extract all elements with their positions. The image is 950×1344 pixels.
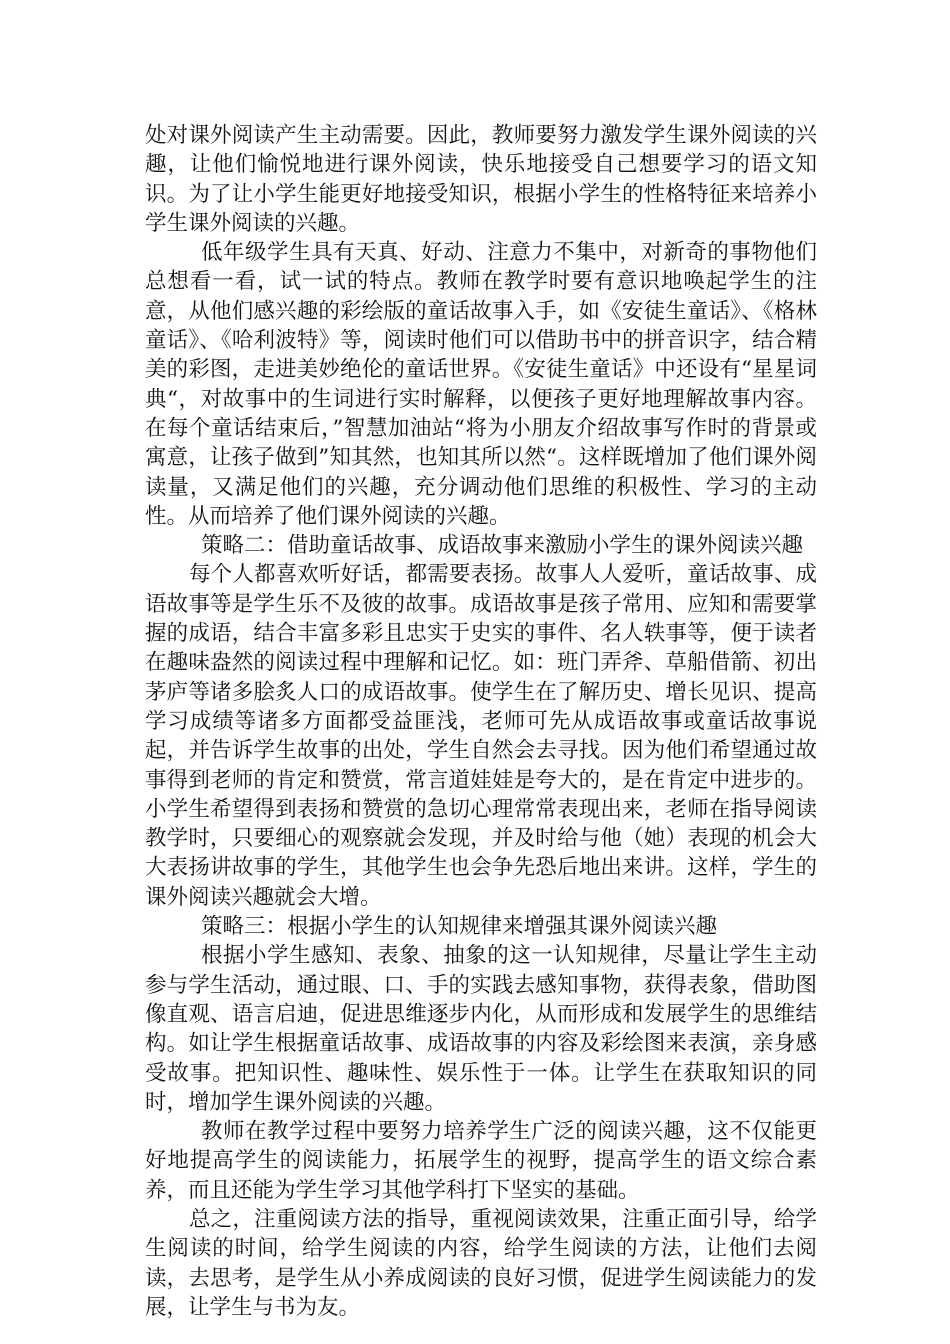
paragraph-story-praise: 每个人都喜欢听好话，都需要表扬。故事人人爱听，童话故事、成语故事等是学生乐不及彼的故事。成语故事是孩子常用、应知和需要掌握的成语，结合丰富多彩且忠实于史实的事件、名人轶事等，便于读者在趣味盎然的阅读过程中理解和记忆。如：班门弄斧、草船借箭、初出茅庐等诸多脍炙人口的成语故事。使学生在了解历史、增长见识、提高学习成绩等诸多方面都受益匪浅，老师可先从成语故事或童话故事说起，并告诉学生故事的出处，学生自然会去寻找。因为他们希望通过故事得到老师的肯定和赞赏，常言道娃娃是夸大的，是在肯定中进步的。小学生希望得到表扬和赞赏的急切心理常常表现出来，老师在指导阅读教学时，只要细心的观察就会发现，并及时给与他（她）表现的机会大大表扬讲故事的学生，其他学生也会争先恐后地出来讲。这样，学生的课外阅读兴趣就会大增。 (145, 562, 817, 910)
section-heading-strategy-two: 策略二：借助童话故事、成语故事来激励小学生的课外阅读兴趣 (201, 533, 804, 559)
document-body (145, 121, 817, 1322)
paragraph-cognitive-rules: 根据小学生感知、表象、抽象的这一认知规律，尽量让学生主动参与学生活动，通过眼、口、手的实践去感知事物，获得表象，借助图像直观、语言启迪，促进思维逐步内化，从而形成和发展学生的思维结构。如让学生根据童话故事、成语故事的内容及彩绘图来表演，亲身感受故事。把知识性、趣味性、娱乐性于一体。让学生在获取知识的同时，增加学生课外阅读的兴趣。 (145, 943, 817, 1115)
paragraph-teacher-cultivation: 教师在教学过程中要努力培养学生广泛的阅读兴趣，这不仅能更好地提高学生的阅读能力，拓展学生的视野，提高学生的语文综合素养，而且还能为学生学习其他学科打下坚实的基础。 (145, 1119, 817, 1203)
section-heading-strategy-three: 策略三：根据小学生的认知规律来增强其课外阅读兴趣 (201, 914, 718, 940)
paragraph-continuation: 处对课外阅读产生主动需要。因此，教师要努力激发学生课外阅读的兴趣，让他们愉悦地进行课外阅读，快乐地接受自己想要学习的语文知识。为了让小学生能更好地接受知识，根据小学生的性格特征来培养小学生课外阅读的兴趣。 (145, 123, 817, 236)
paragraph-lower-grade-interest: 低年级学生具有天真、好动、注意力不集中，对新奇的事物他们总想看一看，试一试的特点。教师在教学时要有意识地唤起学生的注意，从他们感兴趣的彩绘版的童话故事入手，如《安徒生童话》、《格林童话》、《哈利波特》等，阅读时他们可以借助书中的拼音识字，结合精美的彩图，走进美妙绝伦的童话世界。《安徒生童话》中还设有“星星词典“，对故事中的生词进行实时解释，以便孩子更好地理解故事内容。在每个童话结束后，”智慧加油站“将为小朋友介绍故事写作时的背景或寓意，让孩子做到”知其然，也知其所以然“。这样既增加了他们课外阅读量，又满足他们的兴趣，充分调动他们思维的积极性、学习的主动性。从而培养了他们课外阅读的兴趣。 (145, 240, 817, 529)
paragraph-conclusion: 总之，注重阅读方法的指导，重视阅读效果，注重正面引导，给学生阅读的时间，给学生阅读的内容，给学生阅读的方法，让他们去阅读，去思考，是学生从小养成阅读的良好习惯，促进学生阅读能力的发展，让学生与书为友。 (145, 1206, 817, 1320)
